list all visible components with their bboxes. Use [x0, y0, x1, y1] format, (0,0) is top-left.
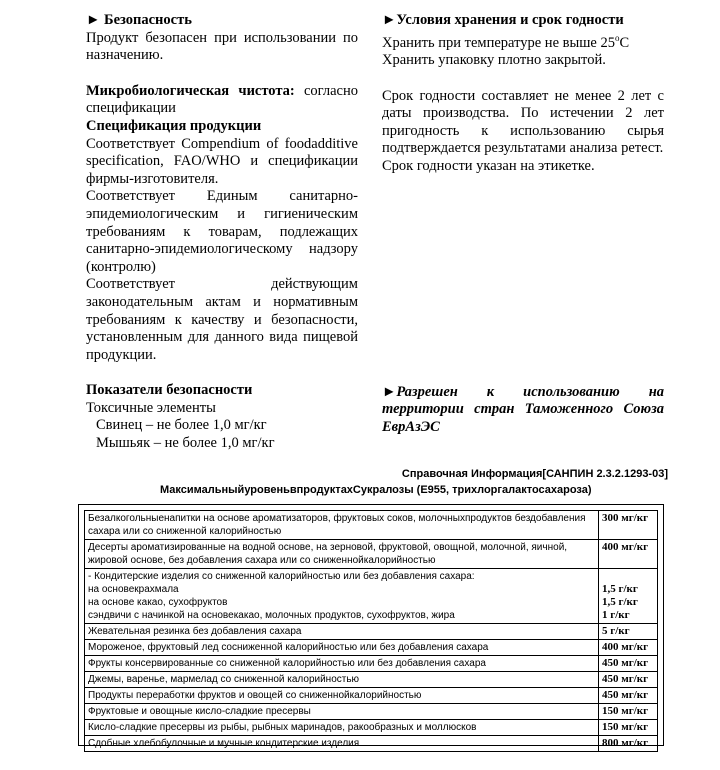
storage-temp-text: Хранить при температуре не выше 25	[382, 34, 615, 51]
product-cell: Мороженое, фруктовый лед сосниженной калорийностью или без добавления сахара	[85, 640, 599, 656]
table-row	[85, 640, 658, 656]
spec-paragraph-3: Соответствует действующим законодательным актам и нормативным требованиям к качеству и безопасности, установленным для данного вида пищевой продукции.	[86, 276, 358, 363]
limit-cell: 150 мг/кг	[599, 704, 658, 720]
product-cell: Десерты ароматизированные на водной основе, на зерновой, фруктовой, овощной, молочной, яичной, жировой основе, без добавления сахара или со сниженнойкалорийностью	[85, 540, 599, 569]
table-row	[85, 736, 658, 752]
table-row	[85, 720, 658, 736]
shelf-life-text: Срок годности составляет не менее 2 лет с даты производства. По истечении 2 лет пригодность к использованию сырья подтверждается результатами анализа ретест.	[382, 87, 664, 157]
limit-cell: 400 мг/кг	[599, 540, 658, 569]
right-column	[382, 12, 664, 436]
product-cell: Фрукты консервированные со сниженной калорийностью или без добавления сахара	[85, 656, 599, 672]
reference-title: Справочная Информация[САНПИН 2.3.2.1293-03]	[401, 468, 668, 480]
limit-cell: 450 мг/кг	[599, 688, 658, 704]
left-column	[86, 12, 358, 453]
limit-cell: 400 мг/кг	[599, 640, 658, 656]
spec-paragraph-1: Соответствует Compendium of foodadditive specification, FAO/WHO и спецификации фирмы-изготовителя.	[86, 135, 358, 187]
limit-cell: 150 мг/кг	[599, 720, 658, 736]
product-cell: Сдобные хлебобулочные и мучные кондитерские изделия	[85, 736, 599, 752]
shelf-life-label: Срок годности указан на этикетке.	[382, 157, 595, 174]
limit-cell: 800 мг/кг	[599, 736, 658, 752]
table-row	[85, 540, 658, 569]
micro-text: согласно спецификации	[86, 82, 358, 117]
toxic-label: Токсичные элементы	[86, 399, 216, 416]
limit-cell: 1,5 г/кг 1,5 г/кг 1 г/кг	[599, 569, 658, 624]
degree-sign: о	[614, 32, 620, 43]
product-cell: - Кондитерские изделия со сниженной калорийностью или без добавления сахара: на основекрахмала на основе какао, сухофруктов сэндвичи с начинкой на основекакао, молочных продуктов, сухофруктов, жира	[85, 569, 599, 624]
allowed-territory: ►Разрешен к использованию на территории стран Таможенного Союза ЕврАзЭС	[382, 383, 664, 435]
table-row	[85, 672, 658, 688]
limit-cell: 450 мг/кг	[599, 656, 658, 672]
table-row	[85, 656, 658, 672]
micro-label: Микробиологическая чистота:	[86, 82, 295, 99]
product-cell: Джемы, варенье, мармелад со сниженной калорийностью	[85, 672, 599, 688]
storage-temperature	[382, 30, 664, 52]
indicators-heading: Показатели безопасности	[86, 382, 253, 399]
product-cell: Фруктовые и овощные кисло-сладкие пресервы	[85, 704, 599, 720]
table-row	[85, 511, 658, 540]
product-cell: Продукты переработки фруктов и овощей со сниженнойкалорийностью	[85, 688, 599, 704]
storage-closed: Хранить упаковку плотно закрытой.	[382, 52, 606, 69]
product-cell: Кисло-сладкие пресервы из рыбы, рыбных маринадов, ракообразных и моллюсков	[85, 720, 599, 736]
storage-unit: С	[619, 34, 630, 51]
product-cell: Жевательная резинка без добавления сахара	[85, 624, 599, 640]
table-row	[85, 569, 658, 624]
table-row	[85, 688, 658, 704]
limit-cell: 300 мг/кг	[599, 511, 658, 540]
limit-cell: 5 г/кг	[599, 624, 658, 640]
limit-cell: 450 мг/кг	[599, 672, 658, 688]
safety-text: Продукт безопасен при использовании по назначению.	[86, 29, 358, 64]
reference-subtitle: МаксимальныйуровеньвпродуктахСукралозы (Е955, трихлоргалактосахароза)	[160, 484, 592, 496]
product-cell: Безалкогольныенапитки на основе ароматизаторов, фруктовых соков, молочныхпродуктов бездобавления сахара или со сниженной калорийностью	[85, 511, 599, 540]
sucralose-limits-table	[84, 510, 658, 752]
spec-paragraph-2: Соответствует Единым санитарно-эпидемиологическим и гигиеническим требованиям к товарам, подлежащих санитарно-эпидемиологическому надзору (контролю)	[86, 188, 358, 275]
table-row	[85, 704, 658, 720]
table-row	[85, 624, 658, 640]
arsenic-limit: Мышьяк – не более 1,0 мг/кг	[96, 435, 275, 452]
spec-heading: Спецификация продукции	[86, 117, 262, 134]
lead-limit: Свинец – не более 1,0 мг/кг	[96, 417, 267, 434]
safety-heading: ► Безопасность	[86, 12, 192, 28]
storage-heading: ►Условия хранения и срок годности	[382, 12, 624, 28]
micro-paragraph	[86, 83, 358, 118]
